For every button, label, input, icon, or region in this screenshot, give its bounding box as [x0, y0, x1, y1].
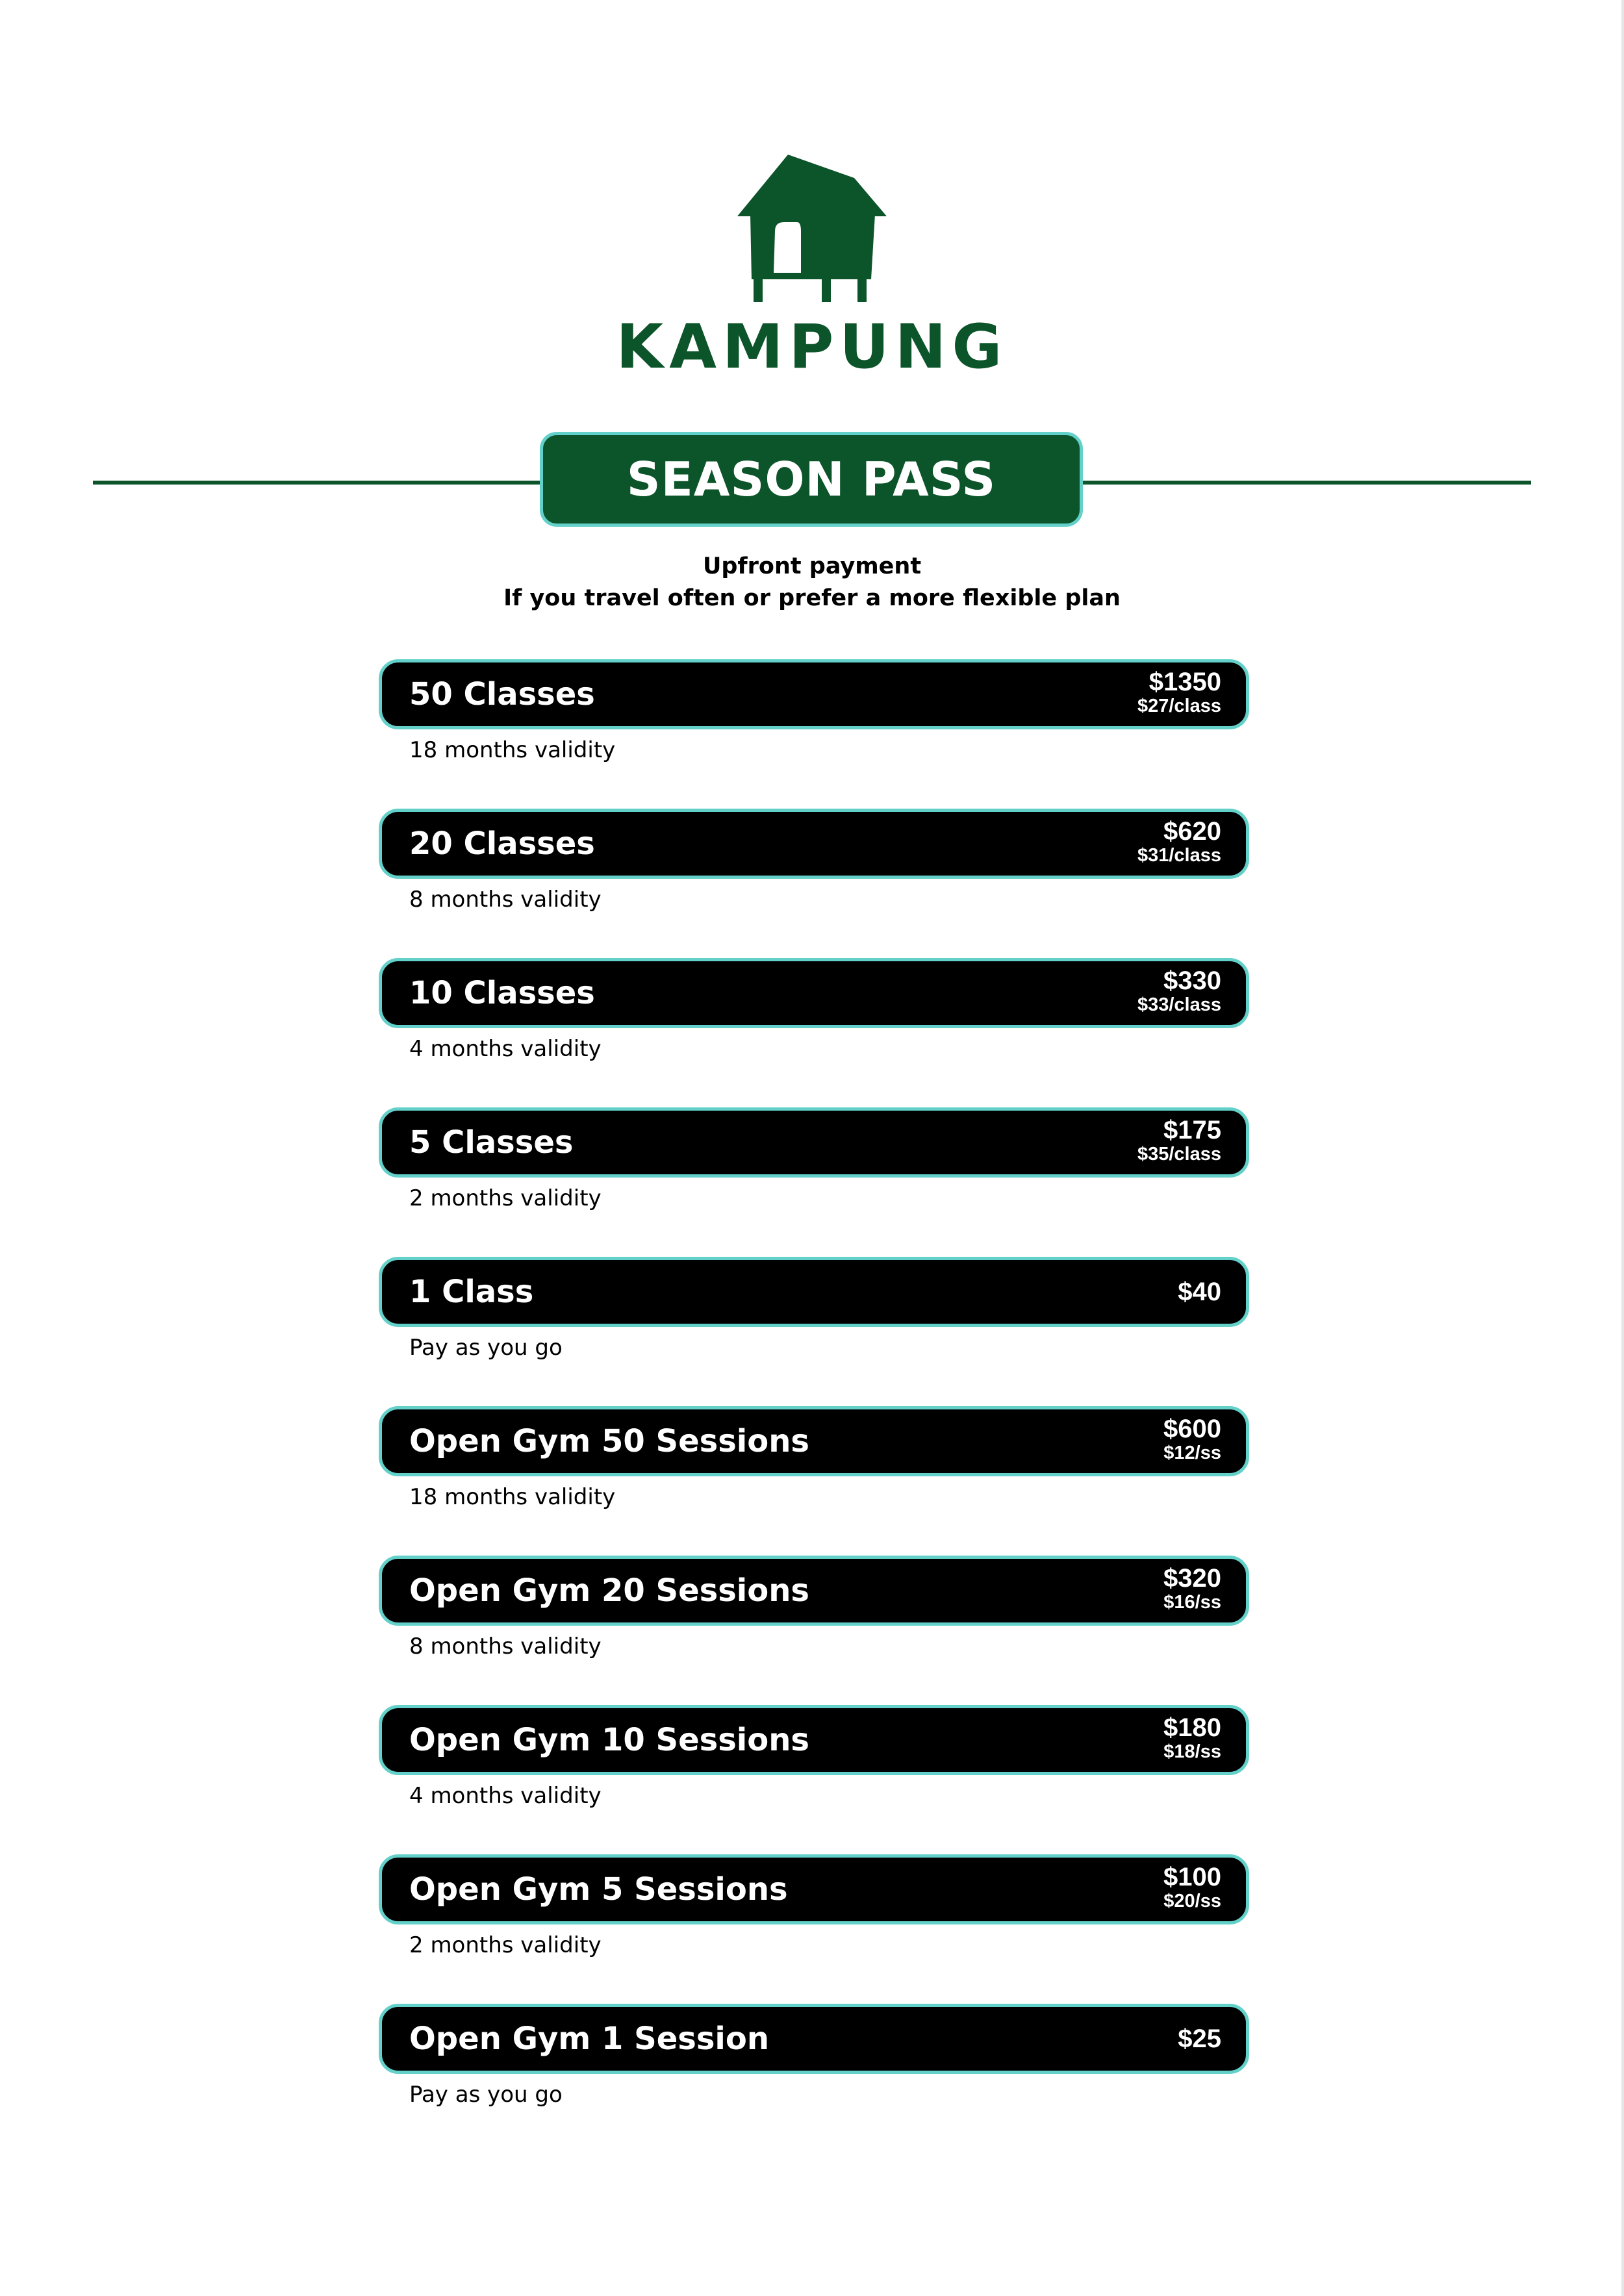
plan-name: 1 Class [409, 1274, 534, 1310]
divider-left [93, 481, 541, 485]
plan-name: Open Gym 10 Sessions [409, 1722, 809, 1758]
plan-name: Open Gym 20 Sessions [409, 1572, 809, 1609]
plan-bar [379, 2004, 1249, 2074]
plan-price-rate: $31/class [1137, 845, 1221, 866]
plan-price-amount: $100 [1163, 1863, 1221, 1891]
plan-bar [379, 1406, 1249, 1476]
plan-price-rate: $18/ss [1163, 1741, 1221, 1762]
plan-bar [379, 1705, 1249, 1775]
plan-price-amount: $600 [1163, 1415, 1221, 1443]
plan-validity: Pay as you go [409, 1335, 563, 1361]
plan-price [1137, 1117, 1221, 1164]
plan-price-rate: $35/class [1137, 1144, 1221, 1165]
plan-price [1163, 1416, 1221, 1463]
plan-price-rate: $20/ss [1163, 1891, 1221, 1911]
plan-item [0, 809, 1624, 958]
plan-price [1178, 2026, 1221, 2052]
plan-price-amount: $320 [1163, 1564, 1221, 1593]
plan-price-amount: $25 [1178, 2025, 1221, 2053]
brand-name: KAMPUNG [616, 312, 1008, 383]
plan-list [0, 659, 1624, 2153]
plan-item [0, 1107, 1624, 1257]
plan-validity: 4 months validity [409, 1783, 602, 1809]
plan-price [1137, 669, 1221, 716]
plan-name: 5 Classes [409, 1124, 574, 1161]
plan-price [1137, 968, 1221, 1015]
plan-price-rate: $27/class [1137, 696, 1221, 716]
plan-item [0, 958, 1624, 1107]
plan-bar [379, 1556, 1249, 1626]
plan-validity: 8 months validity [409, 1634, 602, 1659]
plan-price-rate: $33/class [1137, 994, 1221, 1015]
plan-price [1163, 1715, 1221, 1761]
plan-price-amount: $175 [1163, 1116, 1221, 1144]
plan-price [1163, 1864, 1221, 1911]
hut-logo-icon [737, 155, 887, 305]
plan-item [0, 1854, 1624, 2004]
plan-bar [379, 958, 1249, 1028]
plan-name: 50 Classes [409, 676, 595, 713]
plan-validity: 2 months validity [409, 1932, 602, 1958]
plan-validity: 4 months validity [409, 1036, 602, 1062]
divider-right [1082, 481, 1531, 485]
plan-name: Open Gym 1 Session [409, 2021, 769, 2057]
plan-item [0, 659, 1624, 809]
plan-price-amount: $620 [1163, 817, 1221, 846]
plan-price [1163, 1565, 1221, 1612]
plan-name: Open Gym 5 Sessions [409, 1871, 788, 1908]
plan-price-rate: $16/ss [1163, 1592, 1221, 1613]
season-pass-title: SEASON PASS [540, 432, 1083, 527]
plan-bar [379, 1257, 1249, 1327]
plan-name: Open Gym 50 Sessions [409, 1423, 809, 1459]
plan-bar [379, 809, 1249, 879]
plan-item [0, 1556, 1624, 1705]
plan-item [0, 1257, 1624, 1406]
plan-item [0, 1406, 1624, 1556]
plan-validity: 18 months validity [409, 737, 616, 763]
plan-bar [379, 1854, 1249, 1924]
plan-name: 10 Classes [409, 975, 595, 1011]
plan-bar [379, 1107, 1249, 1178]
plan-bar [379, 659, 1249, 729]
plan-price-amount: $180 [1163, 1713, 1221, 1742]
plan-price [1178, 1279, 1221, 1305]
plan-validity: 2 months validity [409, 1185, 602, 1211]
plan-price-rate: $12/ss [1163, 1443, 1221, 1463]
plan-validity: 8 months validity [409, 887, 602, 913]
intro-line-2: If you travel often or prefer a more flexible plan [503, 585, 1121, 611]
plan-item [0, 1705, 1624, 1854]
plan-validity: Pay as you go [409, 2082, 563, 2108]
plan-price-amount: $1350 [1148, 668, 1221, 696]
plan-name: 20 Classes [409, 826, 595, 862]
plan-item [0, 2004, 1624, 2153]
plan-price-amount: $40 [1178, 1278, 1221, 1306]
plan-price-amount: $330 [1163, 966, 1221, 995]
plan-validity: 18 months validity [409, 1484, 616, 1510]
plan-price [1137, 818, 1221, 865]
intro-line-1: Upfront payment [702, 553, 922, 579]
